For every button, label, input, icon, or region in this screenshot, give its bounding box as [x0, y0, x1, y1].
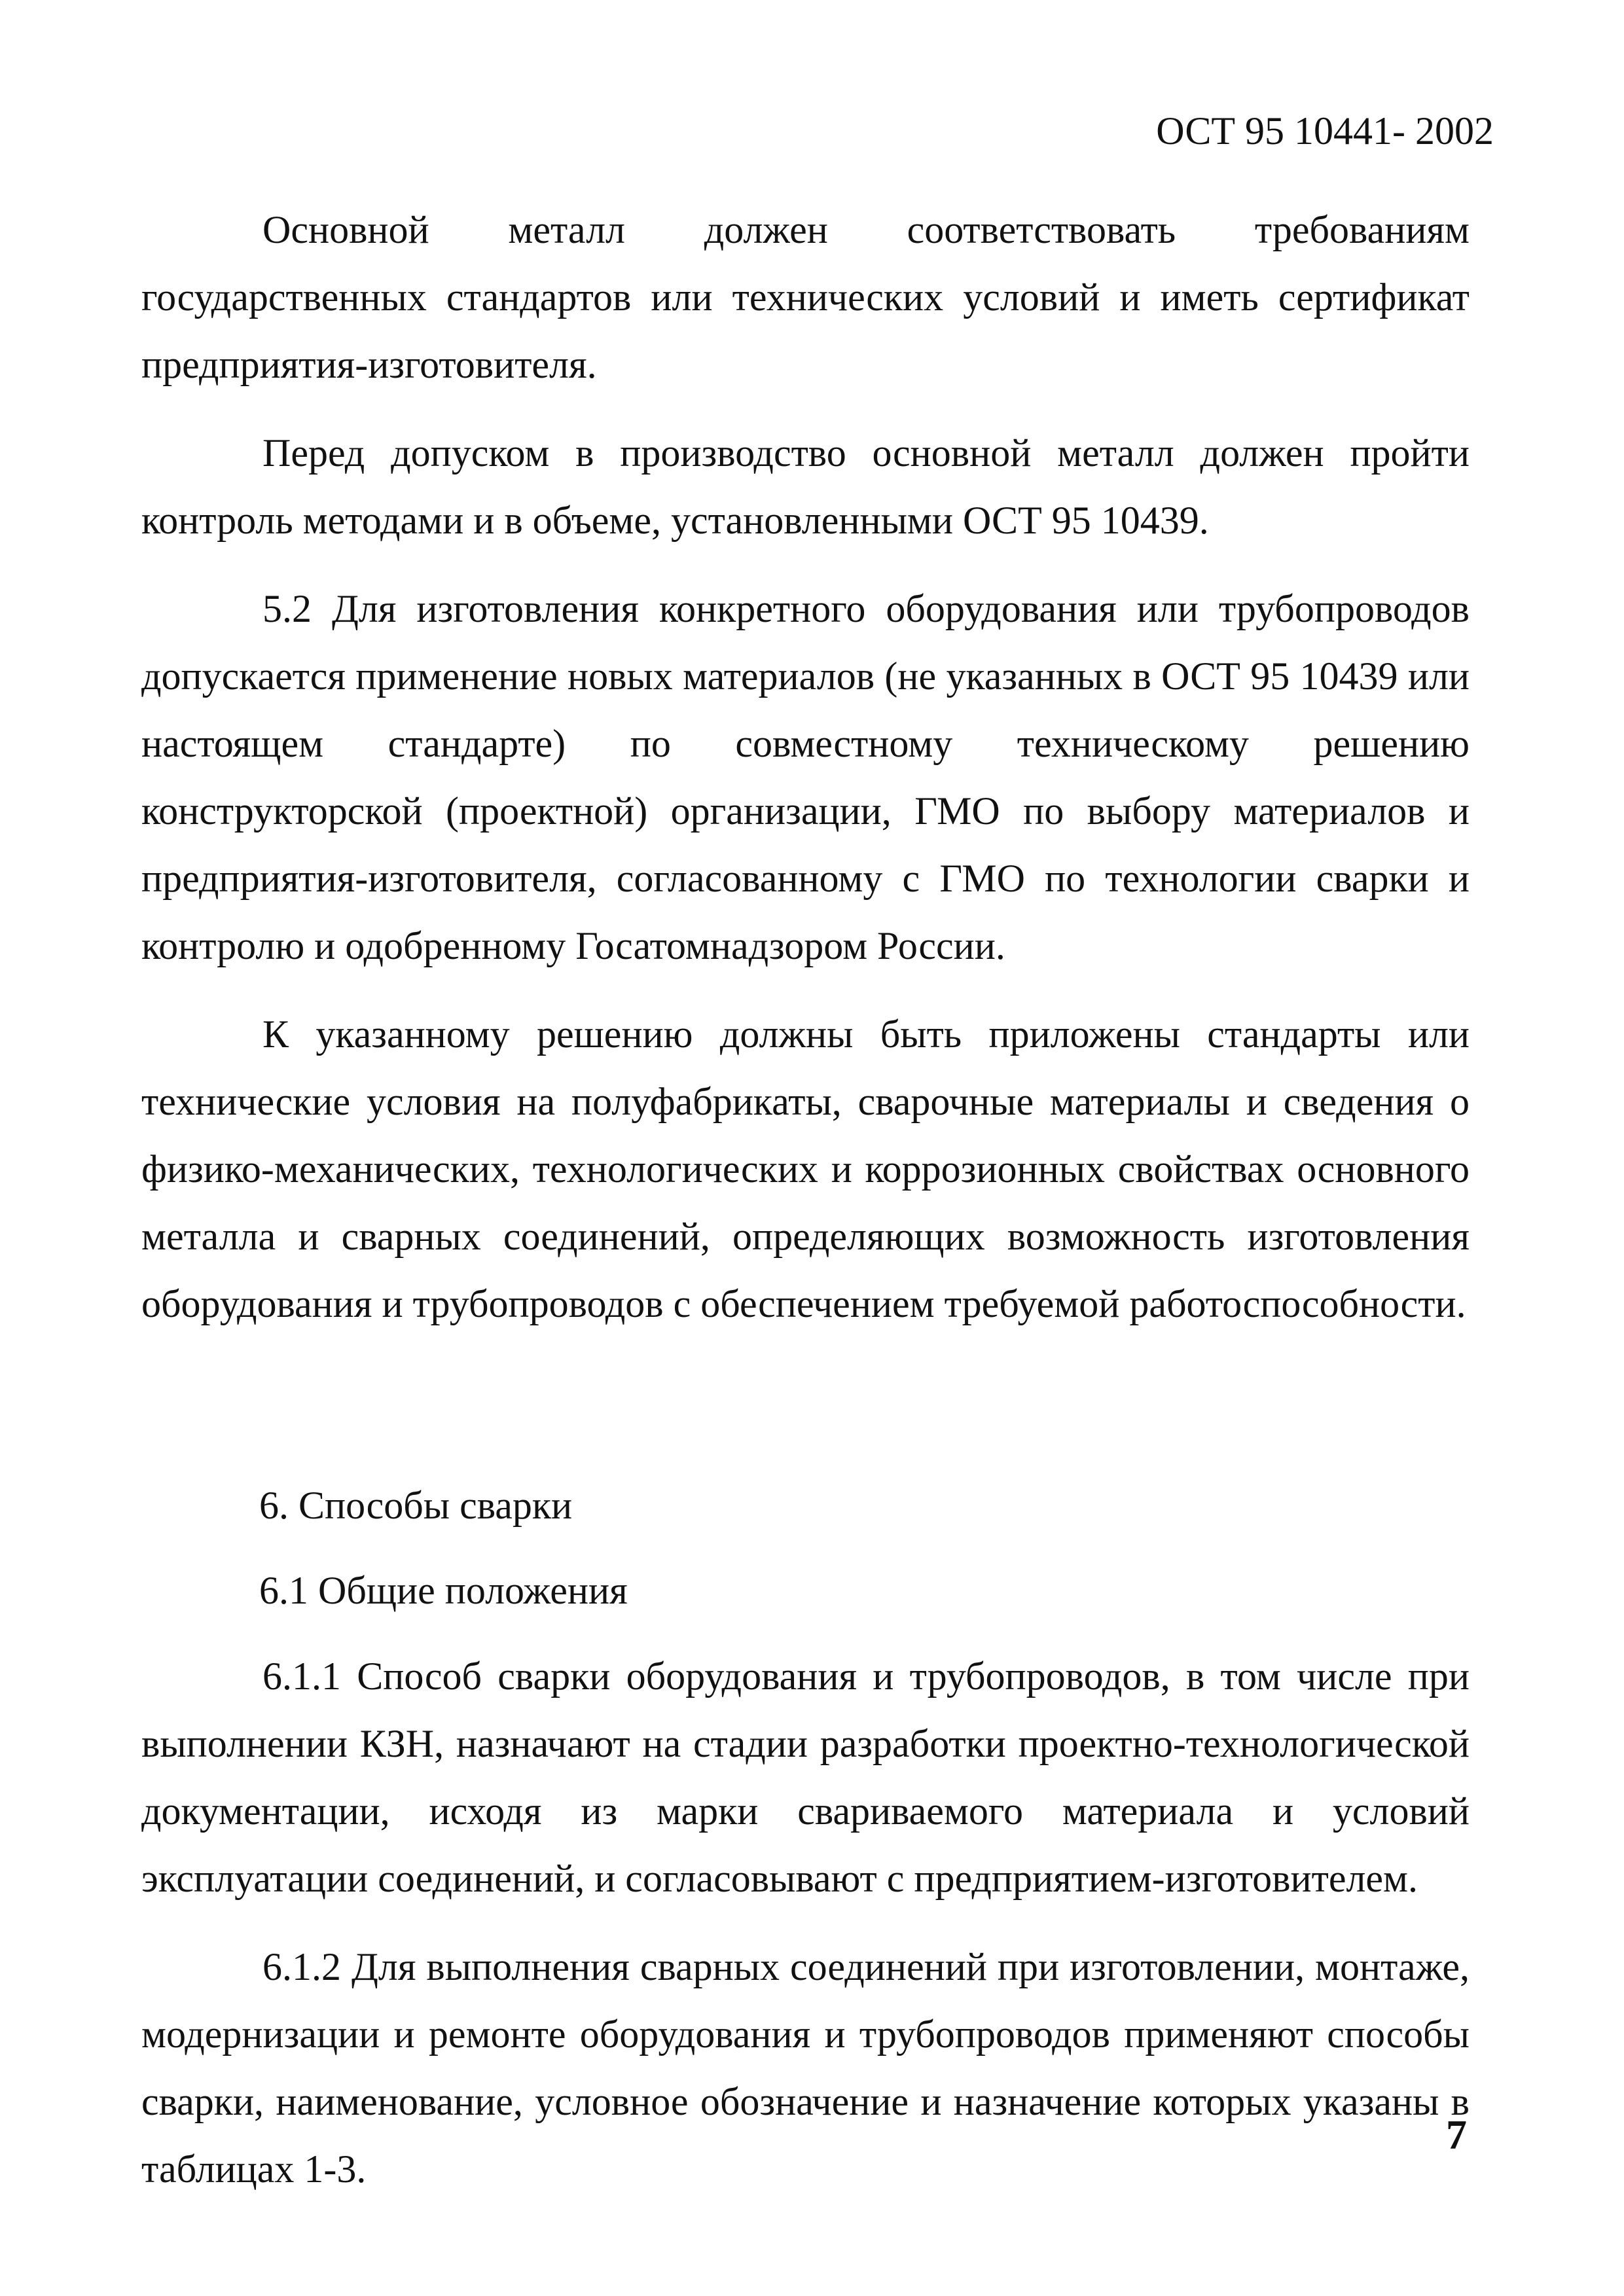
paragraph-clause-5-2: 5.2 Для изготовления конкретного оборудования или трубопроводов допускается применение новых материалов (не указанных в ОСТ 95 10439 или настоящем стандарте) по совместному техническому решению конструкторской (проектной) организации, ГМО по выбору материалов и предприятия-изготовителя, согласованному с ГМО по технологии сварки и контролю и одобренному Госатомнадзором России.: [141, 587, 1470, 967]
paragraph-base-metal-requirements: Основной металл должен соответствовать требованиям государственных стандартов или технических условий и иметь сертификат предприятия-изготовителя.: [141, 208, 1470, 386]
subsection-title: 6.1 Общие положения: [259, 1569, 628, 1612]
paragraph-clause-6-1-2: 6.1.2 Для выполнения сварных соединений при изготовлении, монтаже, модернизации и ремонте оборудования и трубопроводов применяют способы сварки, наименование, условное обозначение и назначение которых указаны в таблицах 1-3.: [141, 1945, 1470, 2191]
page-body: [141, 196, 1470, 2203]
paragraph-base-metal-inspection: Перед допуском в производство основной металл должен пройти контроль методами и в объеме, установленными ОСТ 95 10439.: [141, 431, 1470, 542]
paragraph-clause-6-1-1: 6.1.1 Способ сварки оборудования и трубопроводов, в том числе при выполнении КЗН, назначают на стадии разработки проектно-технологической документации, исходя из марки свариваемого материала и условий эксплуатации соединений, и согласовывают с предприятием-изготовителем.: [141, 1655, 1470, 1900]
section-title: 6. Способы сварки: [259, 1484, 573, 1527]
page-number: 7: [1446, 2111, 1467, 2158]
document-code-header: ОСТ 95 10441- 2002: [1156, 109, 1494, 152]
paragraph-decision-attachments: К указанному решению должны быть приложены стандарты или технические условия на полуфабрикаты, сварочные материалы и сведения о физико-механических, технологических и коррозионных свойствах основного металла и сварных соединений, определяющих возможность изготовления оборудования и трубопроводов с обеспечением требуемой работоспособности.: [141, 1013, 1470, 1325]
